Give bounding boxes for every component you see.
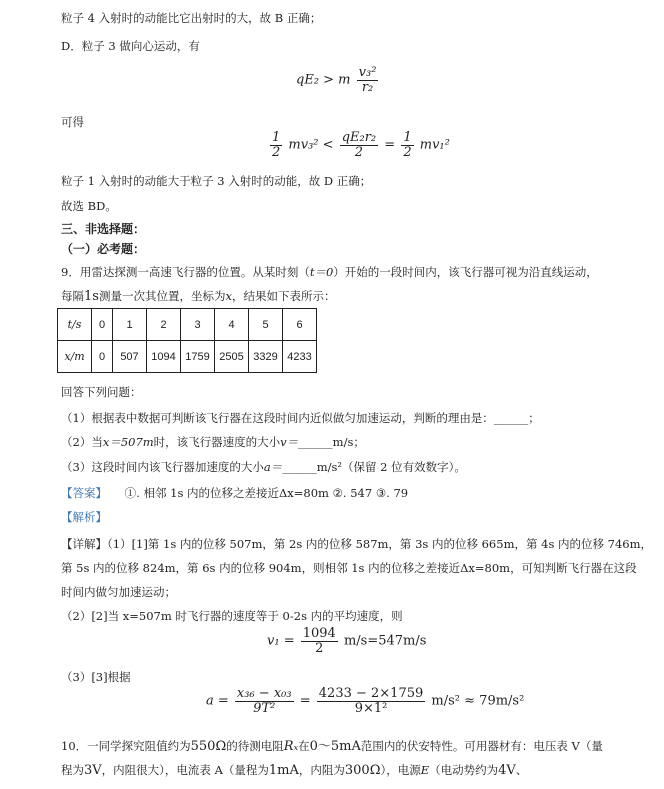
table-header-cell: x/m <box>58 341 92 373</box>
table-cell: 1094 <box>147 341 181 373</box>
equation-4: a = $\frac{\text{x₃₆ − x₀₃}}{\text{9T²}}$ = $\frac{4233 - 2\times 1759}{\text{9×1²}}$ m/s² ≈ 79m/s² <box>206 686 525 716</box>
table-header-cell: t/s <box>58 309 92 341</box>
analysis-tag: 【解析】 <box>61 510 107 524</box>
text-line: 粒子 4 入射时的动能比它出射时的大，故 B 正确； <box>61 11 322 25</box>
text-line: 粒子 1 入射时的动能大于粒子 3 入射时的动能，故 D 正确； <box>61 174 372 188</box>
equation-1: qE₂ > m $\frac{\text{v₃²}}{\text{r₂}}$ <box>296 65 377 95</box>
table-cell: 3 <box>181 309 215 341</box>
table-cell: 507 <box>113 341 147 373</box>
table-cell: 2505 <box>215 341 249 373</box>
sub-question-3: （3）这段时间内该飞行器加速度的大小a＝______m/s²（保留 2 位有效数字）。 <box>61 460 466 474</box>
sub-question-1: （1）根据表中数据可判断该飞行器在这段时间内近似做匀加速运动，判断的理由是：______； <box>61 411 540 425</box>
text-line: 故选 BD。 <box>61 199 117 213</box>
table-cell: 1 <box>113 309 147 341</box>
text-line: D．粒子 3 做向心运动，有 <box>61 39 200 53</box>
position-table <box>57 308 317 373</box>
text-line: 回答下列问题： <box>61 385 142 399</box>
table-cell: 6 <box>283 309 317 341</box>
detail-line: 第 5s 内的位移 824m，第 6s 内的位移 904m，则相邻 1s 内的位移之差接近Δx=80m，可知判断飞行器在这段 <box>61 561 637 575</box>
table-row <box>58 309 317 341</box>
table-cell: 0 <box>92 341 113 373</box>
table-cell: 4 <box>215 309 249 341</box>
sub-question-2: （2）当x＝507m时，该飞行器速度的大小v＝______m/s； <box>61 435 365 449</box>
table-cell: 4233 <box>283 341 317 373</box>
question-10-line2: 程为3V，内阻很大），电流表 A（量程为1mA，内阻为300Ω），电源E（电动势约为4V、 <box>61 763 528 778</box>
equation-3: v₁ = $\frac{1094}{2}$ m/s=547m/s <box>267 626 427 656</box>
section-heading: 三、非选择题： <box>61 222 146 236</box>
question-9-line2: 每隔1s测量一次其位置，坐标为x，结果如下表所示： <box>61 289 336 304</box>
table-cell: 0 <box>92 309 113 341</box>
table-row <box>58 341 317 373</box>
answer-tag: 【答案】 <box>61 486 107 500</box>
question-9-line1: 9．用雷达探测一高速飞行器的位置。从某时刻（t＝0）开始的一段时间内，该飞行器可视为沿直线运动， <box>61 265 598 279</box>
table-cell: 2 <box>147 309 181 341</box>
detail-line: （2）[2]当 x=507m 时飞行器的速度等于 0-2s 内的平均速度，则 <box>61 609 403 623</box>
detail-line: 【详解】（1）[1]第 1s 内的位移 507m，第 2s 内的位移 587m，第 3s 内的位移 665m，第 4s 内的位移 746m， <box>61 537 653 551</box>
table-cell: 1759 <box>181 341 215 373</box>
answer-line: 【答案】 ①. 相邻 1s 内的位移之差接近Δx=80m ②. 547 ③. 79 <box>61 486 409 500</box>
table-cell: 3329 <box>249 341 283 373</box>
question-10-line1: 10．一同学探究阻值约为550Ω的待测电阻Rₓ在0～5mA范围内的伏安特性。可用器材有：电压表 V（量 <box>61 739 603 754</box>
table-cell: 5 <box>249 309 283 341</box>
detail-line: 时间内做匀加速运动； <box>61 585 176 599</box>
detail-line: （3）[3]根据 <box>61 670 131 684</box>
equation-2: $\frac{1}{2}$ mv₃² < $\frac{\text{qE₂r₂}}{2}$ = $\frac{1}{2}$ mv₁² <box>272 130 450 160</box>
text-line: 可得 <box>61 115 84 129</box>
subsection-heading: （一）必考题： <box>61 242 146 256</box>
